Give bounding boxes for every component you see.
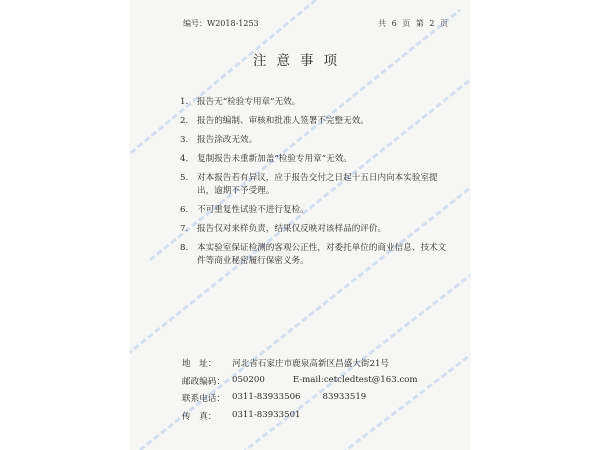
- list-item: [180, 96, 452, 109]
- report-number: 编号：W2018-1253: [183, 19, 259, 28]
- note-text: 复制报告未重新加盖“检验专用章”无效。: [197, 154, 352, 164]
- phone-value-1: 0311-83933506: [232, 392, 301, 402]
- note-number: 6.: [180, 205, 189, 215]
- postcode-value: 050200: [232, 374, 265, 385]
- list-item: [180, 223, 452, 236]
- list-item: [180, 242, 452, 268]
- notes-list: [180, 96, 452, 274]
- contact-block: [182, 357, 418, 427]
- note-text: 本实验室保证检测的客观公正性，对委托单位的商业信息、技术文件等商业秘密履行保密义务。: [197, 243, 447, 266]
- list-item: [180, 153, 452, 166]
- address-value: 河北省石家庄市鹿泉高新区昌盛大街21号: [232, 359, 390, 369]
- note-text: 报告的编制、审核和批准人签署不完整无效。: [197, 116, 369, 126]
- phone-label: 联系电话：: [182, 394, 225, 404]
- note-number: 1.: [180, 97, 189, 107]
- list-item: [180, 204, 452, 217]
- fax-label: 传 真：: [182, 411, 217, 422]
- note-number: 3.: [180, 135, 189, 145]
- phone-row: [182, 392, 418, 410]
- note-text: 报告仅对来样负责，结果仅反映对该样品的评价。: [197, 224, 387, 234]
- document-page: [130, 0, 470, 450]
- note-number: 8.: [180, 243, 189, 253]
- email-value: E-mail:cetcledtest@163.com: [292, 374, 418, 385]
- list-item: [180, 115, 452, 128]
- page-title: 注意事项: [253, 53, 347, 69]
- fax-row: [182, 410, 418, 428]
- note-number: 7.: [180, 224, 189, 234]
- note-text: 对本报告若有异议，应于报告交付之日起十五日内向本实验室提出，逾期不予受理。: [197, 173, 438, 196]
- note-text: 不可重复性试验不进行复检。: [197, 205, 309, 215]
- page-info: 共 6 页 第 2 页: [378, 19, 448, 28]
- note-text: 报告涂改无效。: [197, 135, 258, 145]
- note-text: 报告无“检验专用章”无效。: [197, 97, 301, 107]
- fax-value: 0311-83933501: [232, 409, 301, 420]
- address-row: [182, 357, 418, 375]
- postcode-label: 邮政编码：: [182, 376, 225, 387]
- list-item: [180, 134, 452, 147]
- address-label: 地 址：: [182, 359, 217, 369]
- note-number: 5.: [180, 173, 189, 183]
- note-number: 2.: [180, 116, 189, 126]
- postcode-row: [182, 375, 418, 393]
- note-number: 4.: [180, 154, 189, 164]
- list-item: [180, 172, 452, 198]
- phone-value-2: 83933519: [322, 392, 367, 402]
